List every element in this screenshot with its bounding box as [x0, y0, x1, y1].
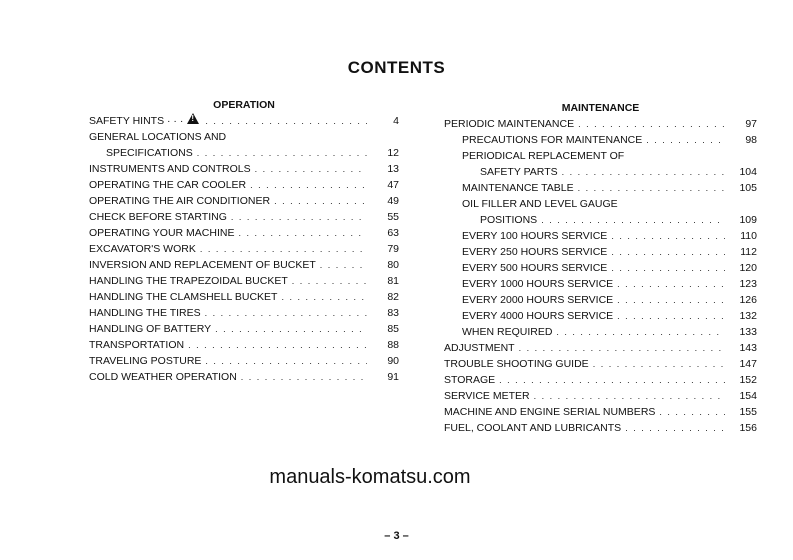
leader-dots: [617, 292, 725, 308]
toc-entry-label: TRAVELING POSTURE: [89, 355, 202, 367]
leader-dots: [292, 273, 367, 289]
toc-entry-page: 98: [745, 134, 757, 146]
toc-entry: [444, 260, 757, 276]
toc-entry: [444, 164, 757, 180]
page-number: – 3 –: [384, 530, 409, 542]
toc-entry: [444, 276, 757, 292]
toc-entry-label: HANDLING THE CLAMSHELL BUCKET: [89, 291, 278, 303]
toc-entry-label: EVERY 2000 HOURS SERVICE: [462, 294, 614, 306]
toc-entry: [444, 388, 757, 404]
leader-dots: [617, 276, 725, 292]
toc-entry-page: 13: [387, 163, 399, 175]
toc-entry-label: MAINTENANCE TABLE: [462, 182, 574, 194]
warning-triangle-icon: [187, 113, 199, 124]
toc-entry: [444, 212, 757, 228]
toc-entry-page: 49: [387, 195, 399, 207]
leader-dots: [197, 145, 367, 161]
leader-dots: [617, 308, 725, 324]
watermark-url: manuals-komatsu.com: [269, 466, 471, 488]
toc-entry-page: 91: [387, 371, 399, 383]
toc-entry-page: 47: [387, 179, 399, 191]
toc-entry-page: 79: [387, 243, 399, 255]
toc-entry-page: 97: [745, 118, 757, 130]
toc-entry-label: HANDLING THE TRAPEZOIDAL BUCKET: [89, 275, 288, 287]
toc-entry: [444, 116, 757, 132]
toc-entry-label: OPERATING THE AIR CONDITIONER: [89, 195, 271, 207]
operation-heading: OPERATION: [213, 99, 275, 111]
toc-entry-page: 147: [739, 358, 757, 370]
toc-entry-label: CHECK BEFORE STARTING: [89, 211, 227, 223]
toc-entry-page: 85: [387, 323, 399, 335]
toc-entry-page: 143: [739, 342, 757, 354]
leader-dots: [611, 228, 725, 244]
maintenance-toc-list: [444, 116, 757, 436]
toc-entry: [444, 308, 757, 324]
toc-entry-label: OIL FILLER AND LEVEL GAUGE: [462, 198, 618, 210]
maintenance-section: [444, 97, 757, 436]
toc-entry-label: SPECIFICATIONS: [106, 147, 193, 159]
toc-entry-page: 154: [739, 390, 757, 402]
toc-entry-label: INVERSION AND REPLACEMENT OF BUCKET: [89, 259, 316, 271]
leader-dots: [646, 132, 725, 148]
toc-entry-label: EXCAVATOR'S WORK: [89, 243, 196, 255]
toc-entry-label: ADJUSTMENT: [444, 342, 515, 354]
toc-entry: [89, 129, 399, 145]
leader-dots: [281, 289, 367, 305]
leader-dots: [188, 337, 367, 353]
toc-entry: [444, 372, 757, 388]
leader-dots: [215, 321, 367, 337]
toc-entry-page: 80: [387, 259, 399, 271]
toc-entry-page: 152: [739, 374, 757, 386]
toc-entry: [89, 321, 399, 337]
operation-toc-list: [89, 113, 399, 385]
toc-entry-label: PERIODIC MAINTENANCE: [444, 118, 575, 130]
toc-entry-label: WHEN REQUIRED: [462, 326, 553, 338]
leader-dots: [541, 212, 725, 228]
toc-entry-page: 109: [739, 214, 757, 226]
toc-entry-page: 82: [387, 291, 399, 303]
toc-entry-page: 112: [740, 246, 757, 258]
toc-entry-label: EVERY 1000 HOURS SERVICE: [462, 278, 614, 290]
toc-entry-page: 81: [387, 275, 399, 287]
toc-entry-label: TRANSPORTATION: [89, 339, 185, 351]
toc-entry-page: 110: [740, 230, 757, 242]
leader-dots: [659, 404, 725, 420]
toc-entry: [444, 404, 757, 420]
toc-entry-label: HANDLING THE TIRES: [89, 307, 201, 319]
toc-entry: [89, 225, 399, 241]
toc-entry-page: 132: [739, 310, 757, 322]
toc-entry-page: 120: [739, 262, 757, 274]
toc-entry-label: HANDLING OF BATTERY: [89, 323, 212, 335]
toc-entry-page: 133: [739, 326, 757, 338]
toc-entry-page: 105: [739, 182, 757, 194]
toc-entry-label: PERIODICAL REPLACEMENT OF: [462, 150, 625, 162]
leader-dots: [205, 113, 367, 129]
toc-entry: [89, 305, 399, 321]
leader-dots: [250, 177, 367, 193]
toc-entry: [89, 369, 399, 385]
toc-entry-label: MACHINE AND ENGINE SERIAL NUMBERS: [444, 406, 656, 418]
toc-entry-page: 63: [387, 227, 399, 239]
leader-dots: [519, 340, 725, 356]
leader-dots: [274, 193, 367, 209]
toc-entry-label: COLD WEATHER OPERATION: [89, 371, 237, 383]
toc-entry-label: OPERATING THE CAR COOLER: [89, 179, 247, 191]
toc-entry: [444, 340, 757, 356]
toc-entry-page: 88: [387, 339, 399, 351]
toc-entry: [89, 193, 399, 209]
toc-entry: [89, 145, 399, 161]
toc-entry-label: EVERY 500 HOURS SERVICE: [462, 262, 608, 274]
toc-entry-page: 90: [387, 355, 399, 367]
toc-entry: [444, 324, 757, 340]
toc-entry: [89, 257, 399, 273]
toc-entry-page: 4: [393, 115, 399, 127]
toc-entry-label: INSTRUMENTS AND CONTROLS: [89, 163, 251, 175]
maintenance-heading: MAINTENANCE: [561, 102, 640, 114]
toc-entry: [444, 292, 757, 308]
toc-entry: [89, 177, 399, 193]
toc-entry-label: STORAGE: [444, 374, 496, 386]
leader-dots: [205, 353, 367, 369]
toc-entry-page: 104: [739, 166, 757, 178]
toc-entry-label: EVERY 100 HOURS SERVICE: [462, 230, 608, 242]
leader-dots: [205, 305, 367, 321]
toc-entry-label: GENERAL LOCATIONS AND: [89, 131, 227, 143]
toc-entry-page: 156: [739, 422, 757, 434]
toc-entry: [89, 241, 399, 257]
leader-dots: [241, 369, 367, 385]
toc-entry: [89, 161, 399, 177]
toc-entry: [444, 196, 757, 212]
toc-entry-page: 12: [387, 147, 399, 159]
leader-dots: [611, 260, 725, 276]
operation-section: [89, 97, 399, 385]
leader-dots: [320, 257, 367, 273]
toc-entry-label: SAFETY HINTS · · ·: [89, 115, 184, 127]
toc-entry-page: 123: [739, 278, 757, 290]
toc-entry: [89, 113, 399, 129]
leader-dots: [578, 180, 725, 196]
leader-dots: [255, 161, 367, 177]
toc-entry: [89, 337, 399, 353]
toc-entry-label: SAFETY PARTS: [480, 166, 558, 178]
leader-dots: [556, 324, 725, 340]
toc-entry: [89, 289, 399, 305]
toc-entry: [444, 228, 757, 244]
leader-dots: [499, 372, 725, 388]
toc-entry: [444, 148, 757, 164]
toc-entry: [444, 132, 757, 148]
toc-entry: [89, 353, 399, 369]
toc-entry-label: PRECAUTIONS FOR MAINTENANCE: [462, 134, 643, 146]
toc-entry-page: 55: [387, 211, 399, 223]
toc-entry-label: TROUBLE SHOOTING GUIDE: [444, 358, 589, 370]
leader-dots: [562, 164, 725, 180]
toc-entry-page: 155: [739, 406, 757, 418]
leader-dots: [578, 116, 725, 132]
toc-entry: [444, 244, 757, 260]
toc-entry-label: EVERY 4000 HOURS SERVICE: [462, 310, 614, 322]
toc-entry-label: POSITIONS: [480, 214, 538, 226]
page-title: CONTENTS: [347, 58, 446, 77]
toc-entry: [89, 273, 399, 289]
toc-entry-label: FUEL, COOLANT AND LUBRICANTS: [444, 422, 622, 434]
toc-entry-page: 126: [739, 294, 757, 306]
toc-entry-label: EVERY 250 HOURS SERVICE: [462, 246, 608, 258]
toc-entry: [444, 180, 757, 196]
toc-entry: [89, 209, 399, 225]
toc-entry: [444, 420, 757, 436]
leader-dots: [231, 209, 367, 225]
toc-entry-label: OPERATING YOUR MACHINE: [89, 227, 235, 239]
leader-dots: [593, 356, 725, 372]
toc-entry: [444, 356, 757, 372]
leader-dots: [611, 244, 725, 260]
leader-dots: [625, 420, 725, 436]
leader-dots: [200, 241, 367, 257]
toc-entry-page: 83: [387, 307, 399, 319]
leader-dots: [238, 225, 367, 241]
toc-entry-label: SERVICE METER: [444, 390, 530, 402]
leader-dots: [534, 388, 725, 404]
